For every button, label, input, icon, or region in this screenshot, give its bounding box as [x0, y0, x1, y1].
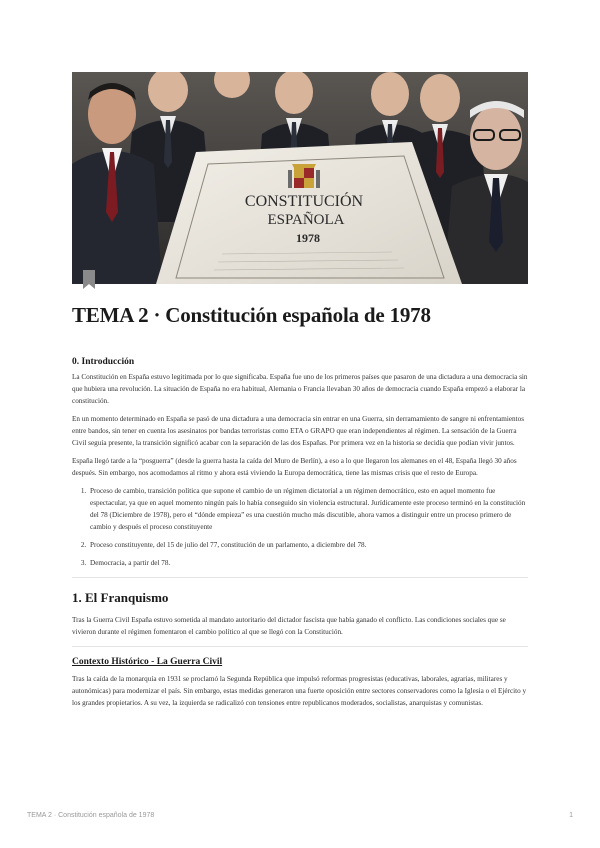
hero-doc-year: 1978: [296, 231, 320, 245]
page-footer: [27, 812, 573, 819]
franquismo-heading: 1. El Franquismo: [72, 590, 169, 605]
intro-paragraph-2: En un momento determinado en España se pasó de una dictadura a una democracia sin entrar en una Guerra, sin derramamiento de sangre ni enfrentamientos entre bandos, sin tener en cuenta los asesinatos por bandas terroristas como ETA o GRAPO que eran independientes al régimen. La sensación de la Guerra Civil seguía presente, la transición significó acabar con la separación de las dos Españas. Por primera vez en la historia se decidía que podían vivir juntos.: [72, 415, 525, 447]
page-title: TEMA 2 · Constitución española de 1978: [72, 303, 431, 327]
context-heading: Contexto Histórico - La Guerra Civil: [72, 657, 223, 667]
bookmark-icon[interactable]: [82, 270, 96, 290]
divider: [72, 646, 528, 647]
phases-list: [72, 485, 528, 569]
franquismo-paragraph: Tras la Guerra Civil España estuvo sometida al mandato autoritario del dictador fascista que había ganado el conflicto. Las condiciones sociales que se vivieron durante el régimen fomentaron el cambio político al que se llegó con la Constitución.: [72, 616, 506, 636]
context-paragraph: Tras la caída de la monarquía en 1931 se proclamó la Segunda República que impulsó reformas progresistas (educativas, laborales, agrarias, militares y autonómicas) para modernizar el país. Sin embargo, estas medidas generaron una fuerte oposición entre sectores conservadores como la Iglesia o el Ejército y los grandes propietarios. A su vez, la izquierda se radicalizó con tensiones entre republicanos moderados, socialistas, anarquistas y comunistas.: [72, 675, 527, 707]
list-item: 1. Proceso de cambio, transición política que supone el cambio de un régimen dictatorial a un régimen democrático, esto en aquel momento fue espectacular, ya que en aquel momento ningún país lo había conseguido sin violencia estructural. Jurídicamente este proceso terminó en la constitución del 78 (Diciembre de 1978), pero el “dónde empieza” es una cuestión mucho más discutible, ahora vamos a distinguir entre un proceso primero de cambio y después el proceso constituyente: [88, 485, 528, 533]
intro-paragraph-1: La Constitución en España estuvo legitimada por lo que significaba. España fue uno de los primeros países que pasaron de una dictadura a una democracia sin que hubiera una revolución. La situación de España no era habitual, Alemania o Francia llevaban 30 años de democracia cuando España empezó a elaborar la constitución.: [72, 373, 528, 405]
footer-page-number: 1: [569, 812, 573, 819]
hero-image: [72, 72, 528, 284]
hero-illustration: [72, 72, 528, 284]
intro-paragraph-3: España llegó tarde a la “posguerra” (desde la guerra hasta la caída del Muro de Berlín), a eso a lo que llegaron los alemanes en el 48, España llegó 30 años después. Sin embargo, nos acomodamos al ritmo y ahora está viviendo la Europa democrática, tiene las mismas crisis que el resto de Europa.: [72, 457, 517, 477]
list-item: 3. Democracia, a partir del 78.: [88, 557, 528, 569]
footer-doc-name: TEMA 2 · Constitución española de 1978: [27, 812, 155, 819]
divider: [72, 577, 528, 578]
document-body: [72, 357, 528, 715]
intro-heading: 0. Introducción: [72, 357, 135, 367]
list-item: 2. Proceso constituyente, del 15 de julio del 77, constitución de un parlamento, a diciembre del 78.: [88, 539, 528, 551]
hero-doc-title-1: CONSTITUCIÓN: [244, 193, 364, 210]
hero-doc-title-2: ESPAÑOLA: [267, 212, 345, 228]
